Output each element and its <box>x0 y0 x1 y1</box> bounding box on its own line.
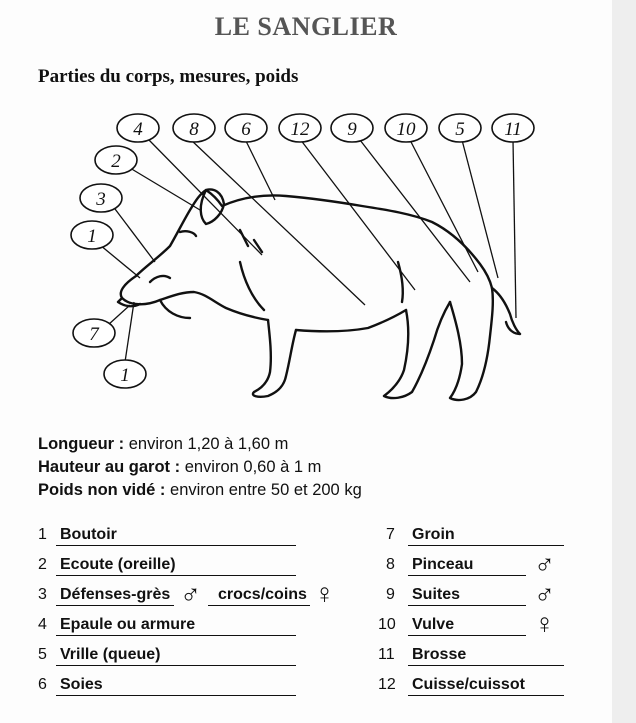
leader-line-8 <box>190 139 365 305</box>
legend-label: Soies <box>60 676 103 693</box>
legend-number: 2 <box>38 556 47 573</box>
callout-label-1-top: 1 <box>87 226 97 247</box>
measure-weight-value: environ entre 50 et 200 kg <box>170 481 362 499</box>
legend-underline <box>408 635 526 636</box>
legend-underline <box>408 665 564 666</box>
legend-label: Epaule ou armure <box>60 616 196 633</box>
leader-line-9 <box>360 140 470 282</box>
legend-row <box>378 578 588 609</box>
legend-left <box>38 526 338 706</box>
legend-number: 5 <box>38 646 47 663</box>
legend-number: 1 <box>38 526 47 543</box>
legend-row <box>378 548 588 579</box>
legend-number: 8 <box>386 556 395 573</box>
leader-line-5 <box>462 140 498 278</box>
measure-length <box>38 433 362 456</box>
measure-weight <box>38 479 362 502</box>
callout-label-2: 2 <box>111 151 121 172</box>
boar-eye <box>180 231 196 236</box>
female-icon: ♀ <box>314 578 335 609</box>
legend-row <box>378 608 588 639</box>
boar-mouth <box>160 300 190 318</box>
legend-row <box>378 676 588 698</box>
legend-row <box>38 526 338 548</box>
leader-line-6 <box>245 139 275 200</box>
legend-number: 7 <box>386 526 395 543</box>
legend-label: Ecoute (oreille) <box>60 556 176 573</box>
measure-height <box>38 456 362 479</box>
page-title: LE SANGLIER <box>214 12 398 41</box>
legend-row <box>378 646 588 668</box>
measure-weight-label: Poids non vidé : <box>38 481 166 499</box>
measure-length-label: Longueur : <box>38 435 125 453</box>
legend-underline <box>408 695 564 696</box>
leader-line-12 <box>300 139 415 290</box>
legend-label: Brosse <box>412 646 467 663</box>
callout-label-12: 12 <box>290 119 310 140</box>
legend-underline <box>408 575 526 576</box>
leader-line-11 <box>513 140 516 318</box>
callout-label-5: 5 <box>455 119 465 140</box>
callout-label-3: 3 <box>96 189 106 210</box>
legend-number: 9 <box>386 586 395 603</box>
legend-row <box>38 646 338 668</box>
legend-label: Cuisse/cuissot <box>412 676 525 693</box>
measure-height-value: environ 0,60 à 1 m <box>184 458 322 476</box>
boar-outline <box>118 190 520 400</box>
legend-label: Groin <box>412 526 455 543</box>
boar-belly <box>296 310 406 331</box>
legend-underline-secondary <box>208 605 310 606</box>
legend-underline <box>56 695 296 696</box>
legend-row <box>38 578 338 609</box>
callout-label-8: 8 <box>189 119 199 140</box>
legend-label: Défenses-grès <box>60 586 171 603</box>
legend-number: 6 <box>38 676 47 693</box>
legend-number: 10 <box>378 616 396 633</box>
leader-line-2 <box>130 168 200 210</box>
boar-thigh-line <box>398 262 403 302</box>
legend-label: Vulve <box>412 616 455 633</box>
boar-back-line <box>121 190 492 298</box>
leader-line-1-top <box>100 245 140 278</box>
legend-underline <box>56 575 296 576</box>
legend-row <box>378 526 588 548</box>
leader-line-1-bottom <box>125 302 134 362</box>
male-icon: ♂ <box>534 548 555 579</box>
legend-right <box>378 526 588 706</box>
male-icon: ♂ <box>534 578 555 609</box>
legend-label-secondary: crocs/coins <box>218 586 307 603</box>
callout-label-11: 11 <box>504 119 522 140</box>
legend-row <box>38 676 338 698</box>
measure-length-value: environ 1,20 à 1,60 m <box>128 435 289 453</box>
callout-label-6: 6 <box>241 119 251 140</box>
page-subtitle: Parties du corps, mesures, poids <box>38 66 299 87</box>
measure-height-label: Hauteur au garot : <box>38 458 181 476</box>
female-icon: ♀ <box>534 608 555 639</box>
callout-label-1-bottom: 1 <box>120 365 130 386</box>
male-icon: ♂ <box>180 578 201 609</box>
leader-line-7 <box>108 305 130 325</box>
legend-number: 3 <box>38 586 47 603</box>
boar-front-leg <box>253 320 296 397</box>
boar-shoulder-marks <box>240 230 262 252</box>
boar-hind-leg-back <box>450 288 493 400</box>
legend-underline <box>408 545 564 546</box>
callout-ovals <box>71 114 534 388</box>
measures-block <box>38 433 362 502</box>
callout-label-10: 10 <box>396 119 416 140</box>
legend-underline <box>408 605 526 606</box>
legend-label: Pinceau <box>412 556 474 573</box>
boar-jaw-line <box>122 292 268 320</box>
legend-underline <box>56 605 174 606</box>
leader-line-3 <box>112 205 155 262</box>
legend-number: 4 <box>38 616 47 633</box>
callout-label-9: 9 <box>347 119 357 140</box>
boar-tusk <box>150 276 170 282</box>
callout-label-7: 7 <box>89 324 99 345</box>
legend-underline <box>56 665 296 666</box>
legend-row <box>38 616 338 638</box>
legend-row <box>38 556 338 578</box>
page-edge <box>612 0 636 723</box>
leader-lines <box>100 139 516 362</box>
boar-neck-line <box>240 262 264 310</box>
legend-underline <box>56 545 296 546</box>
legend-label: Boutoir <box>60 526 117 543</box>
legend-underline <box>56 635 296 636</box>
legend-label: Vrille (queue) <box>60 646 161 663</box>
legend-label: Suites <box>412 586 461 603</box>
legend-number: 11 <box>378 646 395 663</box>
callout-label-4: 4 <box>133 119 143 140</box>
legend-number: 12 <box>378 676 396 693</box>
